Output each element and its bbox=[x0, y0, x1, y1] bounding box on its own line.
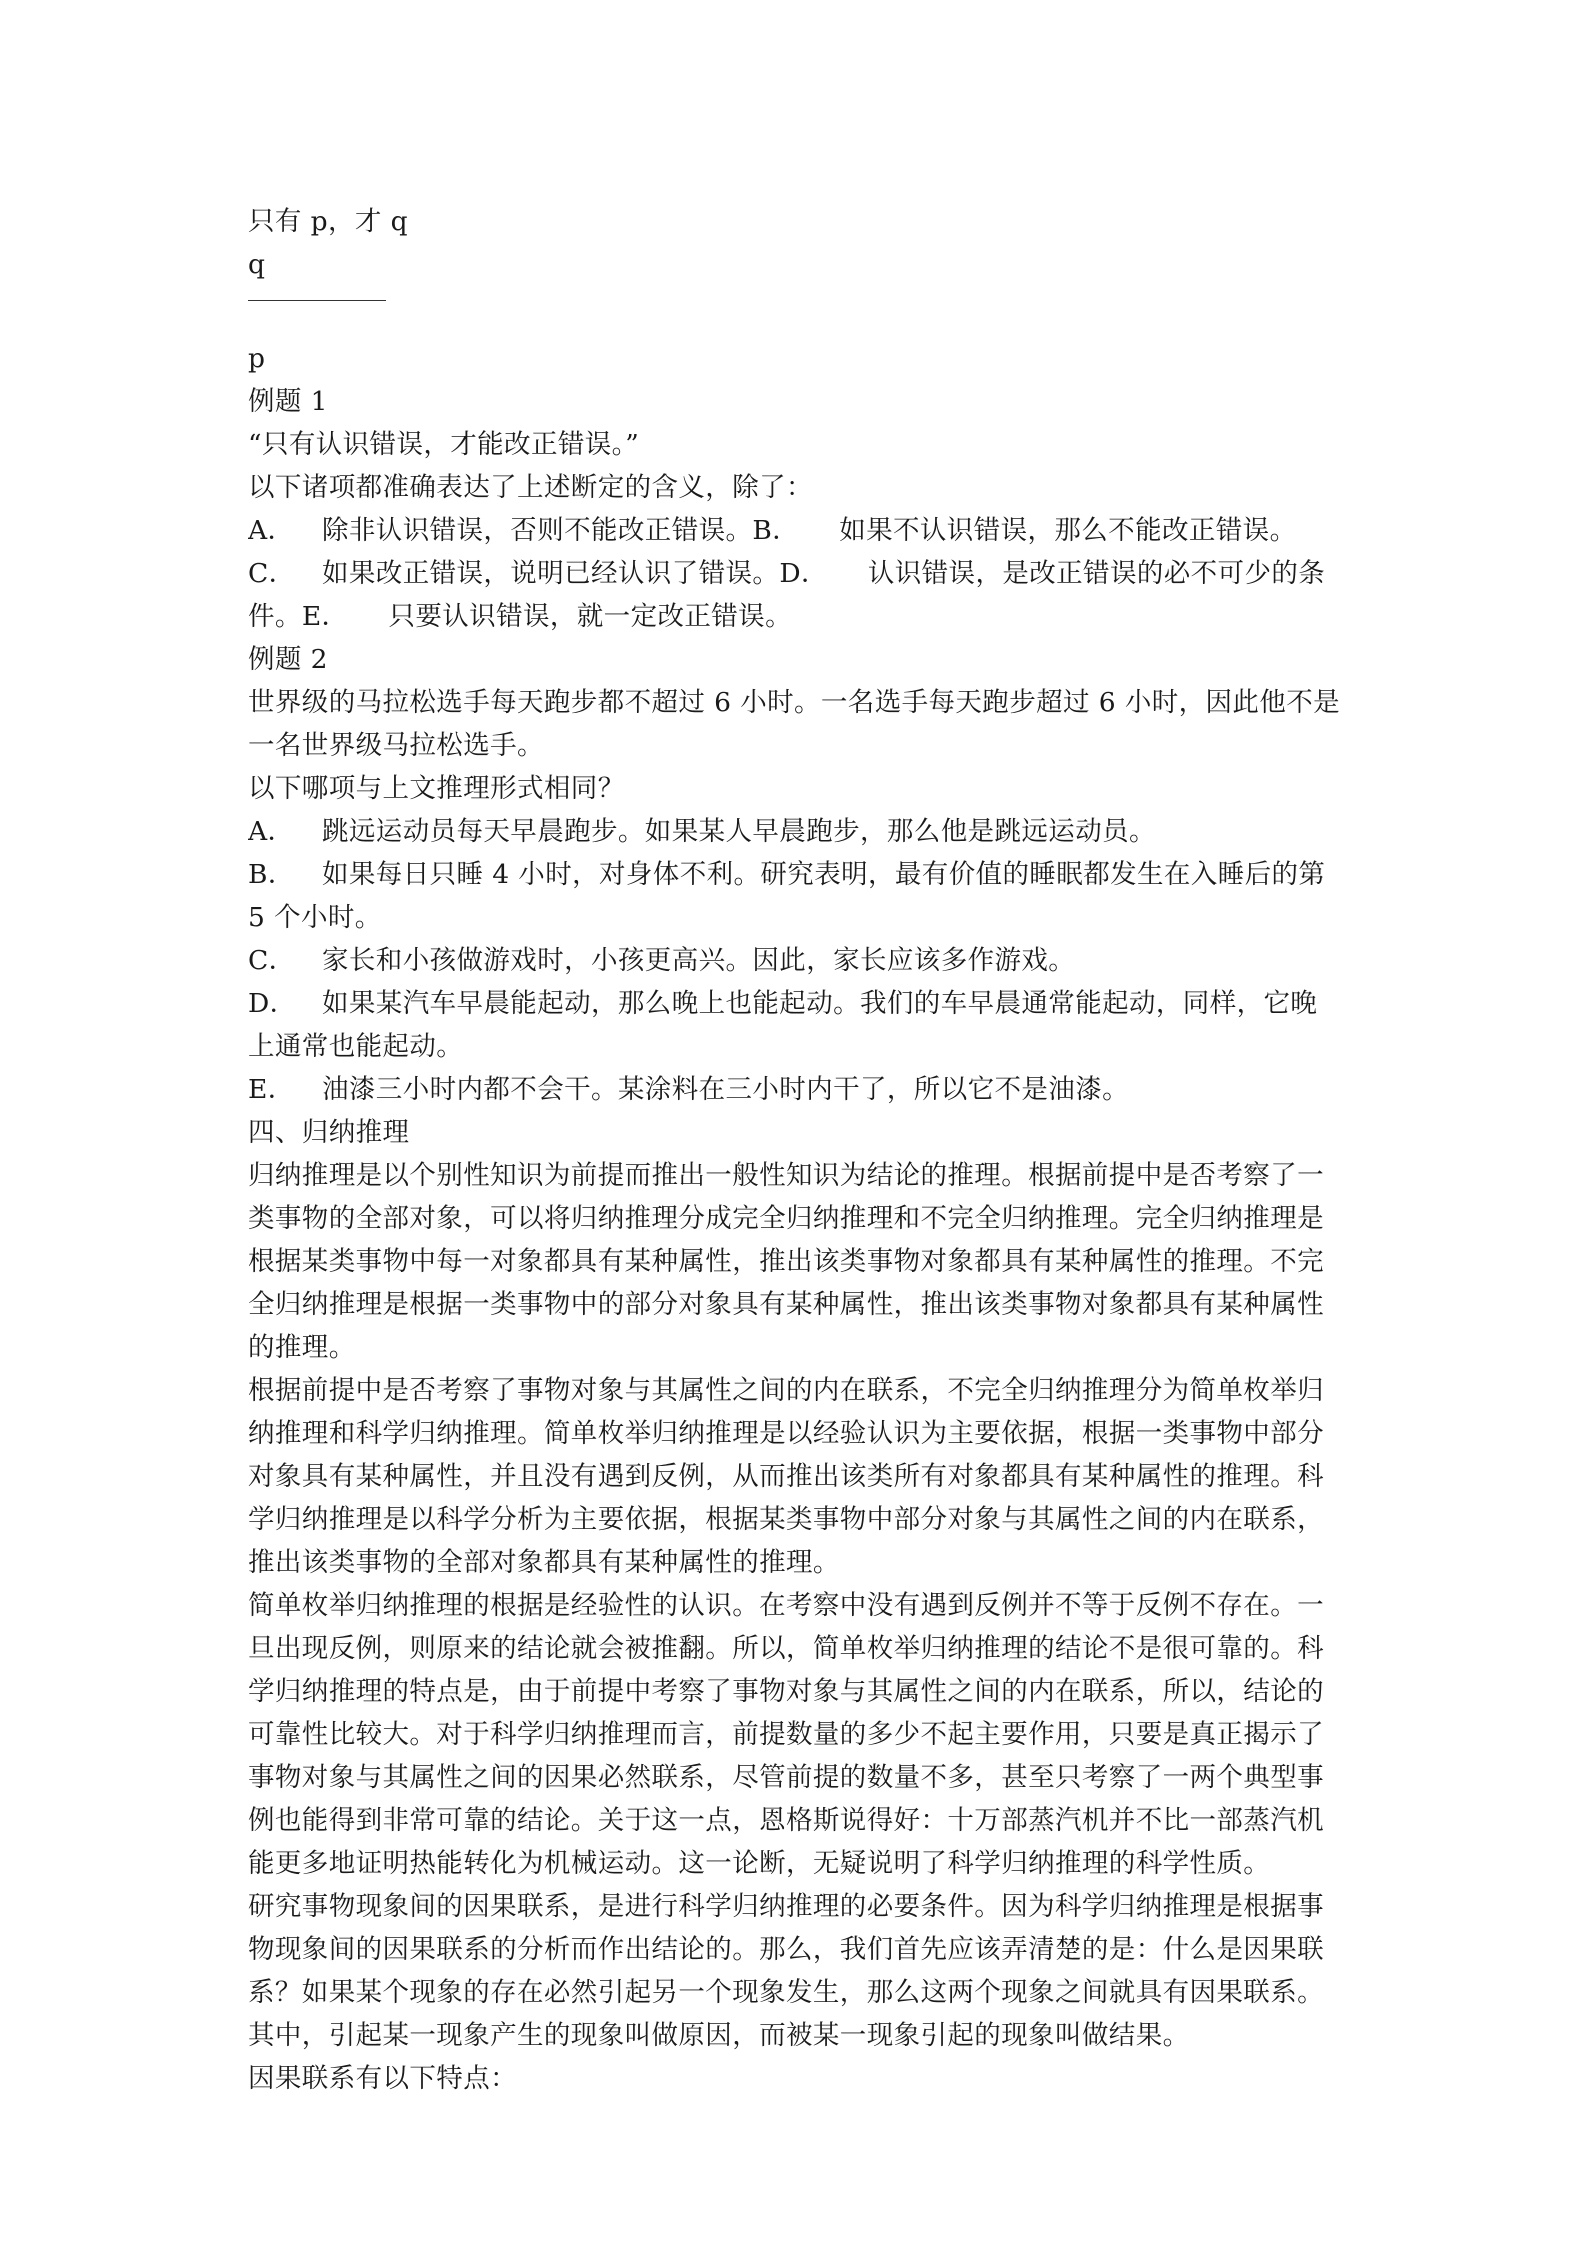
formula-premise-1: 只有 p，才 q bbox=[248, 206, 408, 237]
paragraph-line: 系？如果某个现象的存在必然引起另一个现象发生，那么这两个现象之间就具有因果联系。 bbox=[248, 1977, 1324, 2008]
example-1-question: 以下诸项都准确表达了上述断定的含义，除了： bbox=[248, 472, 813, 503]
paragraph-line: 学归纳推理的特点是，由于前提中考察了事物对象与其属性之间的内在联系，所以，结论的 bbox=[248, 1676, 1324, 1707]
option-e-label: E． bbox=[301, 601, 349, 632]
option-text: 如果某汽车早晨能起动，那么晚上也能起动。我们的车早晨通常能起动，同样，它晚 bbox=[322, 988, 1318, 1019]
example-2-option-e bbox=[248, 1068, 1360, 1111]
option-text: 油漆三小时内都不会干。某涂料在三小时内干了，所以它不是油漆。 bbox=[322, 1074, 1129, 1105]
example-1-options-line-2 bbox=[248, 552, 1360, 595]
paragraph-4 bbox=[248, 1885, 1360, 2057]
paragraph-line: 例也能得到非常可靠的结论。关于这一点，恩格斯说得好：十万部蒸汽机并不比一部蒸汽机 bbox=[248, 1805, 1324, 1836]
option-label: E． bbox=[248, 1074, 295, 1105]
option-b-label: B． bbox=[752, 515, 800, 546]
paragraph-line: 研究事物现象间的因果联系，是进行科学归纳推理的必要条件。因为科学归纳推理是根据事 bbox=[248, 1891, 1324, 1922]
document-page bbox=[248, 200, 1360, 2100]
example-2-stem-line-1: 世界级的马拉松选手每天跑步都不超过 6 小时。一名选手每天跑步超过 6 小时，因此他不是 bbox=[248, 687, 1341, 718]
formula-divider bbox=[248, 300, 386, 301]
example-2-option-c bbox=[248, 939, 1360, 982]
option-a-label: A． bbox=[248, 515, 295, 546]
option-a-text: 除非认识错误，否则不能改正错误。 bbox=[322, 515, 753, 546]
paragraph-2 bbox=[248, 1369, 1360, 1584]
example-2-option-d bbox=[248, 982, 1360, 1025]
example-1-title: 例题 1 bbox=[248, 386, 328, 417]
option-c-text: 如果改正错误，说明已经认识了错误。 bbox=[322, 558, 780, 589]
paragraph-line: 其中，引起某一现象产生的现象叫做原因，而被某一现象引起的现象叫做结果。 bbox=[248, 2020, 1190, 2051]
paragraph-line: 事物对象与其属性之间的因果必然联系，尽管前提的数量不多，甚至只考察了一两个典型事 bbox=[248, 1762, 1324, 1793]
paragraph-line: 能更多地证明热能转化为机械运动。这一论断，无疑说明了科学归纳推理的科学性质。 bbox=[248, 1848, 1271, 1879]
paragraph-line: 物现象间的因果联系的分析而作出结论的。那么，我们首先应该弄清楚的是：什么是因果联 bbox=[248, 1934, 1324, 1965]
example-2-stem-line-2: 一名世界级马拉松选手。 bbox=[248, 730, 544, 761]
example-2-option-b-cont: 5 个小时。 bbox=[248, 902, 382, 933]
paragraph-line: 推出该类事物的全部对象都具有某种属性的推理。 bbox=[248, 1547, 840, 1578]
formula-premise-2: q bbox=[248, 249, 266, 280]
paragraph-3 bbox=[248, 1584, 1360, 1885]
paragraph-line: 类事物的全部对象，可以将归纳推理分成完全归纳推理和不完全归纳推理。完全归纳推理是 bbox=[248, 1203, 1324, 1234]
example-2-option-d-cont: 上通常也能起动。 bbox=[248, 1031, 464, 1062]
paragraph-line: 学归纳推理是以科学分析为主要依据，根据某类事物中部分对象与其属性之间的内在联系， bbox=[248, 1504, 1324, 1535]
option-label: A． bbox=[248, 816, 295, 847]
option-e-text: 只要认识错误，就一定改正错误。 bbox=[388, 601, 792, 632]
option-d-label: D． bbox=[779, 558, 828, 589]
option-label: D． bbox=[248, 988, 297, 1019]
example-2-option-a bbox=[248, 810, 1360, 853]
example-2 bbox=[248, 638, 1360, 1111]
example-1-options-line-3 bbox=[248, 595, 1360, 638]
paragraph-line: 纳推理和科学归纳推理。简单枚举归纳推理是以经验认识为主要依据，根据一类事物中部分 bbox=[248, 1418, 1324, 1449]
formula-conclusion: p bbox=[248, 343, 266, 374]
paragraph-5: 因果联系有以下特点： bbox=[248, 2063, 517, 2094]
paragraph-line: 可靠性比较大。对于科学归纳推理而言，前提数量的多少不起主要作用，只要是真正揭示了 bbox=[248, 1719, 1324, 1750]
example-1 bbox=[248, 380, 1360, 638]
option-label: B． bbox=[248, 859, 295, 890]
paragraph-line: 根据某类事物中每一对象都具有某种属性，推出该类事物对象都具有某种属性的推理。不完 bbox=[248, 1246, 1324, 1277]
option-label: C． bbox=[248, 945, 296, 976]
option-b-text: 如果不认识错误，那么不能改正错误。 bbox=[839, 515, 1297, 546]
example-1-quote: “只有认识错误，才能改正错误。” bbox=[248, 429, 640, 460]
paragraph-line: 全归纳推理是根据一类事物中的部分对象具有某种属性，推出该类事物对象都具有某种属性 bbox=[248, 1289, 1324, 1320]
paragraph-line: 归纳推理是以个别性知识为前提而推出一般性知识为结论的推理。根据前提中是否考察了一 bbox=[248, 1160, 1324, 1191]
paragraph-line: 旦出现反例，则原来的结论就会被推翻。所以，简单枚举归纳推理的结论不是很可靠的。科 bbox=[248, 1633, 1324, 1664]
option-text: 家长和小孩做游戏时，小孩更高兴。因此，家长应该多作游戏。 bbox=[322, 945, 1076, 976]
paragraph-line: 对象具有某种属性，并且没有遇到反例，从而推出该类所有对象都具有某种属性的推理。科 bbox=[248, 1461, 1324, 1492]
option-d-continuation: 件。 bbox=[248, 601, 302, 632]
section-inductive-reasoning bbox=[248, 1111, 1360, 2100]
paragraph-line: 根据前提中是否考察了事物对象与其属性之间的内在联系，不完全归纳推理分为简单枚举归 bbox=[248, 1375, 1324, 1406]
option-c-label: C． bbox=[248, 558, 296, 589]
paragraph-line: 简单枚举归纳推理的根据是经验性的认识。在考察中没有遇到反例并不等于反例不存在。一 bbox=[248, 1590, 1324, 1621]
example-1-options-line-1 bbox=[248, 509, 1360, 552]
option-text: 如果每日只睡 4 小时，对身体不利。研究表明，最有价值的睡眠都发生在入睡后的第 bbox=[322, 859, 1326, 890]
syllogism-formula bbox=[248, 200, 1360, 380]
option-text: 跳远运动员每天早晨跑步。如果某人早晨跑步，那么他是跳远运动员。 bbox=[322, 816, 1156, 847]
example-2-question: 以下哪项与上文推理形式相同？ bbox=[248, 773, 625, 804]
example-2-title: 例题 2 bbox=[248, 644, 328, 675]
example-2-option-b bbox=[248, 853, 1360, 896]
paragraph-line: 的推理。 bbox=[248, 1332, 356, 1363]
option-d-text: 认识错误，是改正错误的必不可少的条 bbox=[867, 558, 1326, 589]
section-heading: 四、归纳推理 bbox=[248, 1117, 410, 1148]
paragraph-1 bbox=[248, 1154, 1360, 1369]
